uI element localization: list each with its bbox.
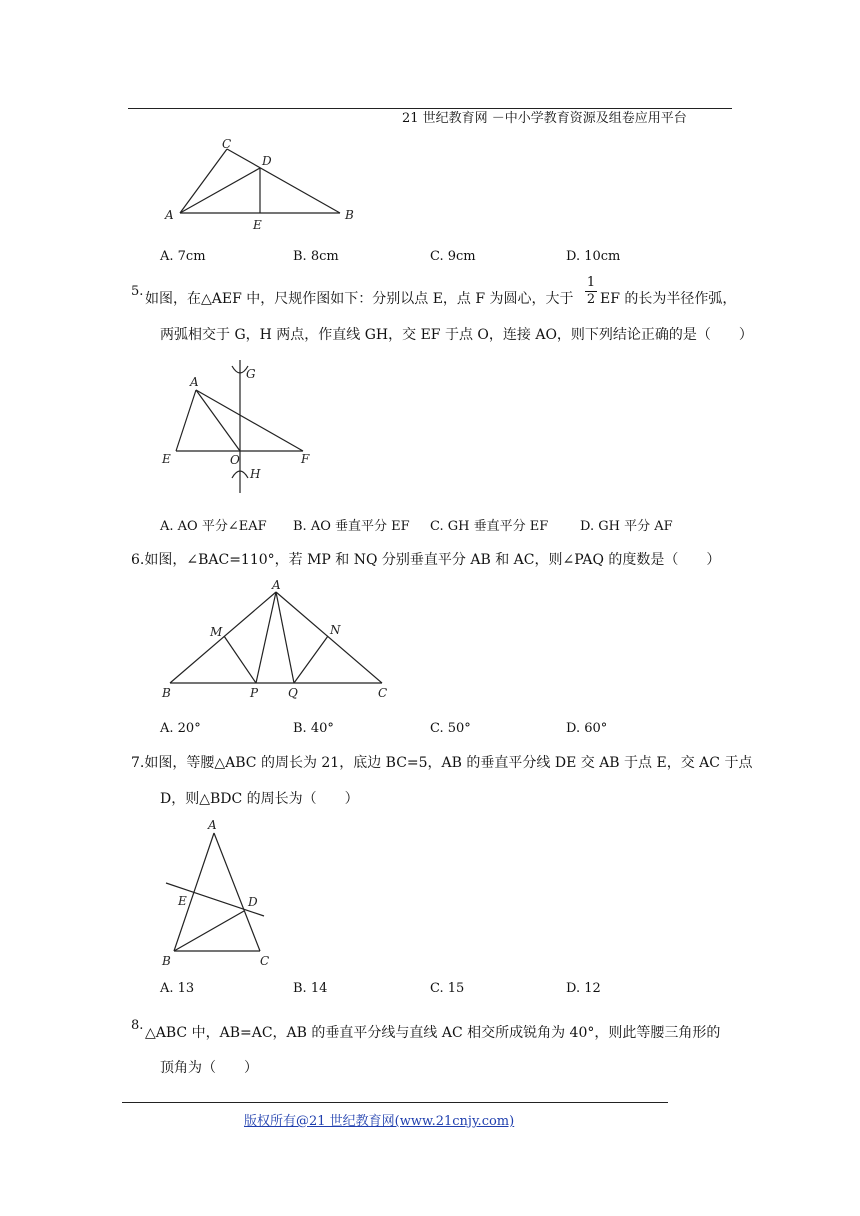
q6-text-line1: 6.如图，∠BAC=110°，若 MP 和 NQ 分别垂直平分 AB 和 AC，则∠PAQ 的度数是（ ）: [131, 552, 721, 568]
q4-option-c: C. 9cm: [430, 249, 476, 264]
q6-segment-nq: [294, 636, 328, 683]
footer-rule: [122, 1102, 668, 1103]
footer-copyright-link[interactable]: 版权所有@21 世纪教育网(www.21cnjy.com): [244, 1114, 515, 1129]
q5-fraction: [585, 276, 597, 307]
q8-text-line2: 顶角为（ ）: [160, 1060, 258, 1076]
q6-option-b: B. 40°: [293, 721, 334, 736]
q4-label-c: C: [222, 137, 232, 151]
q6-label-a: A: [272, 580, 281, 592]
q5-number: 5.: [131, 284, 144, 299]
q4-label-b: B: [345, 208, 354, 222]
q5-label-a: A: [190, 375, 199, 389]
q4-label-d: D: [262, 154, 272, 168]
q5-option-c: C. GH 垂直平分 EF: [430, 519, 549, 534]
q6-label-m: M: [210, 625, 223, 639]
q5-text-line1-before: 如图，在△AEF 中，尺规作图如下：分别以点 E，点 F 为圆心，大于: [145, 291, 574, 307]
q4-segment-cb: [227, 149, 340, 213]
q5-fraction-denominator: 2: [586, 292, 596, 307]
q5-label-o: O: [230, 453, 240, 467]
q4-option-b: B. 8cm: [293, 249, 339, 264]
q7-option-c: C. 15: [430, 981, 465, 996]
q4-segment-ac: [180, 149, 227, 213]
q5-text-line2: 两弧相交于 G，H 两点，作直线 GH，交 EF 于点 O，连接 AO，则下列结论正确的是（ ）: [160, 327, 753, 343]
q6-option-d: D. 60°: [566, 721, 608, 736]
q5-label-f: F: [301, 452, 310, 466]
q7-label-a: A: [208, 818, 217, 832]
q4-option-d: D. 10cm: [566, 249, 621, 264]
q7-label-c: C: [260, 954, 270, 968]
q5-label-g: G: [246, 367, 256, 381]
q5-fraction-numerator: 1: [586, 275, 596, 290]
q5-option-b: B. AO 垂直平分 EF: [293, 519, 410, 534]
q6-segment-mp: [224, 636, 256, 683]
q5-text-line1-after: EF 的长为半径作弧，: [600, 291, 737, 307]
q6-label-q: Q: [288, 686, 298, 700]
q5-figure: [158, 358, 328, 498]
header-site-text: 21 世纪教育网 －中小学教育资源及组卷应用平台: [402, 111, 687, 126]
q7-option-b: B. 14: [293, 981, 328, 996]
q4-label-e: E: [253, 218, 262, 232]
q5-segment-ae: [176, 390, 196, 451]
q6-segment-ap: [256, 592, 276, 683]
q4-segment-ad: [180, 168, 260, 213]
q6-label-n: N: [330, 623, 341, 637]
q4-label-a: A: [165, 208, 174, 222]
q7-text-line2: D，则△BDC 的周长为（ ）: [160, 791, 359, 807]
q7-label-e: E: [178, 894, 187, 908]
q7-text-line1: 7.如图，等腰△ABC 的周长为 21，底边 BC=5，AB 的垂直平分线 DE 交 AB 于点 E，交 AC 于点: [131, 755, 753, 771]
q6-label-b: B: [162, 686, 171, 700]
q7-segment-ac: [214, 833, 260, 951]
q6-label-c: C: [378, 686, 388, 700]
q7-label-d: D: [248, 895, 258, 909]
q5-option-a: A. AO 平分∠EAF: [160, 519, 267, 534]
q6-label-p: P: [250, 686, 259, 700]
q5-label-h: H: [250, 467, 261, 481]
q7-option-a: A. 13: [160, 981, 195, 996]
q4-option-a: A. 7cm: [160, 249, 206, 264]
q8-text-line1: △ABC 中，AB=AC，AB 的垂直平分线与直线 AC 相交所成锐角为 40°，则此等腰三角形的: [145, 1025, 721, 1041]
q6-option-c: C. 50°: [430, 721, 471, 736]
q7-label-b: B: [162, 954, 171, 968]
q5-option-d: D. GH 平分 AF: [580, 519, 673, 534]
q5-label-e: E: [162, 452, 171, 466]
q8-number: 8.: [131, 1018, 144, 1033]
q5-segment-ao: [196, 390, 240, 451]
q6-figure: [158, 580, 398, 700]
q5-segment-af: [196, 390, 303, 451]
q7-option-d: D. 12: [566, 981, 601, 996]
q6-segment-ab: [170, 592, 276, 683]
q4-figure: [160, 135, 370, 235]
q7-figure: [158, 815, 278, 970]
q6-option-a: A. 20°: [160, 721, 201, 736]
q7-segment-bd: [174, 911, 244, 951]
